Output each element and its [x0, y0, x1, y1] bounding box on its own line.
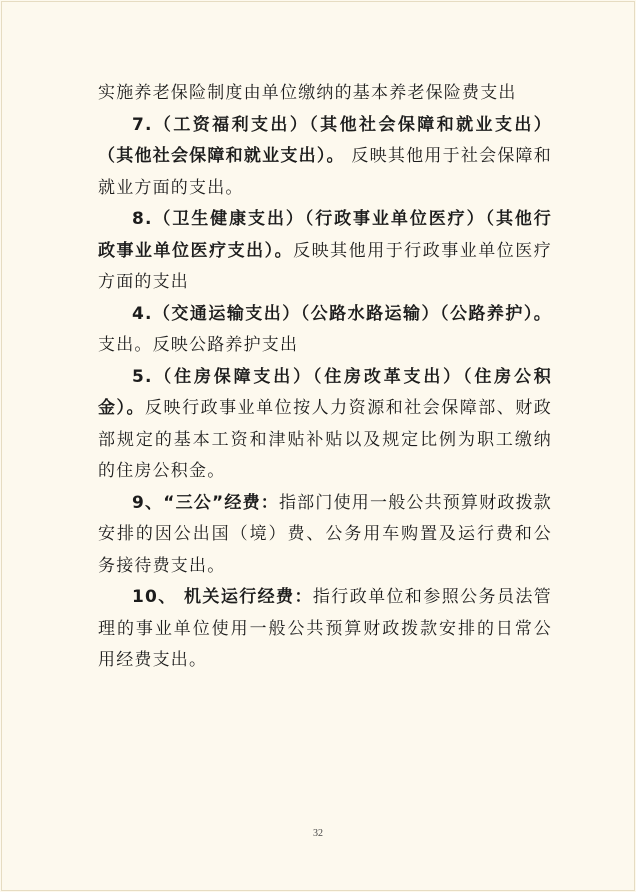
paragraph-body: 反映行政事业单位按人力资源和社会保障部、财政部规定的基本工资和津贴补贴以及规定比例为职工缴纳的住房公积金。	[98, 398, 552, 481]
paragraph-body: 指行政单位和参照公务员法管理的事业单位使用一般公共预算财政拨款安排的日常公用经费支出。	[98, 587, 552, 670]
paragraph-heading: 4.（交通运输支出）（公路水路运输）（公路养护）。	[132, 303, 552, 324]
paragraph-item-10-operating-expenses	[98, 582, 552, 677]
paragraph-body: 实施养老保险制度由单位缴纳的基本养老保险费支出	[98, 83, 517, 103]
paragraph-pension-continuation	[98, 78, 552, 110]
paragraph-item-7	[98, 110, 552, 205]
paragraph-item-4	[98, 299, 552, 362]
paragraph-item-9-three-public	[98, 488, 552, 583]
paragraph-heading: 8.（卫生健康支出）（行政事业单位医疗）（其他行政事业单位医疗支出）。	[98, 209, 552, 261]
paragraph-heading: 5.（住房保障支出）（住房改革支出）（住房公积金）。	[98, 366, 552, 418]
paragraph-heading: 9、“三公”经费：	[132, 492, 279, 513]
paragraph-item-8	[98, 204, 552, 299]
page-number: 32	[313, 828, 323, 839]
paragraph-body: 支出。反映公路养护支出	[98, 335, 299, 355]
paragraph-heading: 7.（工资福利支出）（其他社会保障和就业支出）（其他社会保障和就业支出）。	[98, 114, 552, 166]
paragraph-body: 反映其他用于行政事业单位医疗方面的支出	[98, 240, 552, 292]
paragraph-heading: 10、 机关运行经费：	[132, 587, 313, 607]
paragraph-body: 指部门使用一般公共预算财政拨款安排的因公出国（境）费、公务用车购置及运行费和公务接待费支出。	[98, 492, 552, 576]
paragraph-item-5	[98, 362, 552, 488]
paragraph-body: 反映其他用于社会保障和就业方面的支出。	[98, 146, 552, 198]
document-body	[98, 78, 552, 677]
